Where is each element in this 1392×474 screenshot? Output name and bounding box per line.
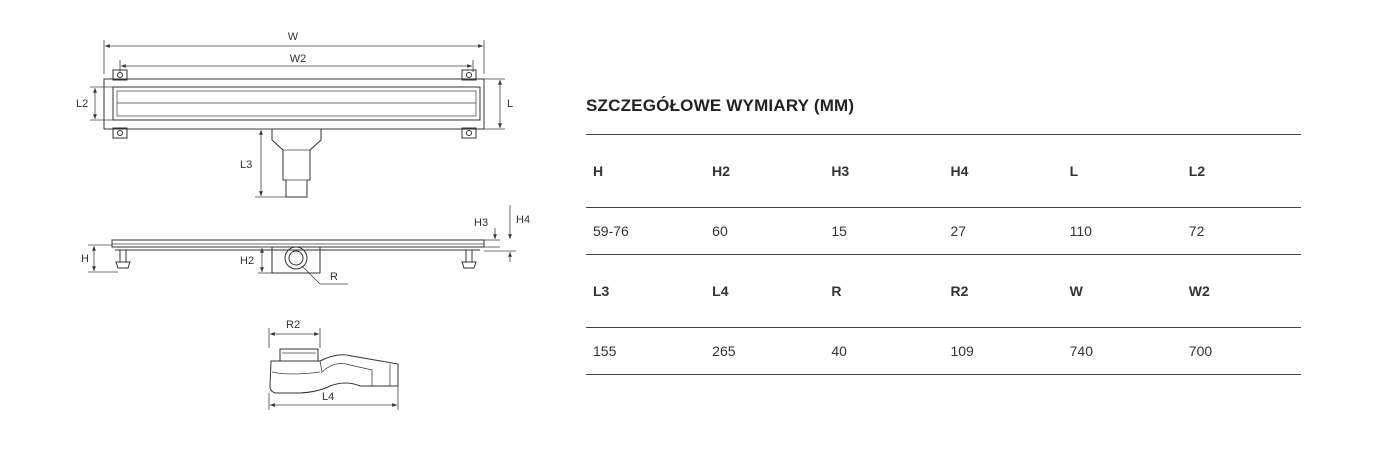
value-cell: 265 [705,328,824,375]
drain-body-side [112,240,484,247]
value-cell: 15 [824,208,943,255]
value-cell: 60 [705,208,824,255]
dim-w2-label: W2 [289,53,307,65]
header-cell: R2 [943,255,1062,328]
header-cell: W2 [1182,255,1301,328]
value-cell: 110 [1063,208,1182,255]
dim-l3-label: L3 [240,159,253,171]
dim-h2-label: H2 [240,255,255,267]
header-cell: W [1063,255,1182,328]
specs-title: SZCZEGÓŁOWE WYMIARY (MM) [586,96,855,115]
header-cell: L2 [1182,135,1301,208]
table-row [586,135,1301,208]
drain-grate-top [113,87,480,120]
side-view [81,205,530,284]
outlet-funnel [272,129,321,197]
technical-drawing [0,0,560,474]
value-cell: 109 [943,328,1062,375]
value-cell: 155 [586,328,705,375]
header-cell: H3 [824,135,943,208]
dim-h3-label: H3 [474,217,489,229]
header-cell: L [1063,135,1182,208]
top-view [76,31,513,197]
value-cell: 40 [824,328,943,375]
table-row [586,255,1301,328]
header-cell: H4 [943,135,1062,208]
dim-h-label: H [81,253,89,265]
table-row [586,208,1301,255]
specs-panel [586,96,1301,375]
table-row [586,328,1301,375]
dim-w-label: W [287,31,299,43]
header-cell: H [586,135,705,208]
dim-r2-label: R2 [286,319,301,331]
header-cell: L4 [705,255,824,328]
value-cell: 700 [1182,328,1301,375]
specs-table [586,134,1301,375]
dim-l2-label: L2 [76,98,89,110]
value-cell: 59-76 [586,208,705,255]
value-cell: 72 [1182,208,1301,255]
dim-r-label: R [330,271,338,283]
trap-view [269,319,398,410]
value-cell: 740 [1063,328,1182,375]
dim-h4-label: H4 [516,214,531,226]
dim-l-label: L [507,98,514,110]
trap-cap [280,349,318,361]
value-cell: 27 [943,208,1062,255]
dim-l4-label: L4 [322,391,335,403]
header-cell: R [824,255,943,328]
header-cell: L3 [586,255,705,328]
header-cell: H2 [705,135,824,208]
